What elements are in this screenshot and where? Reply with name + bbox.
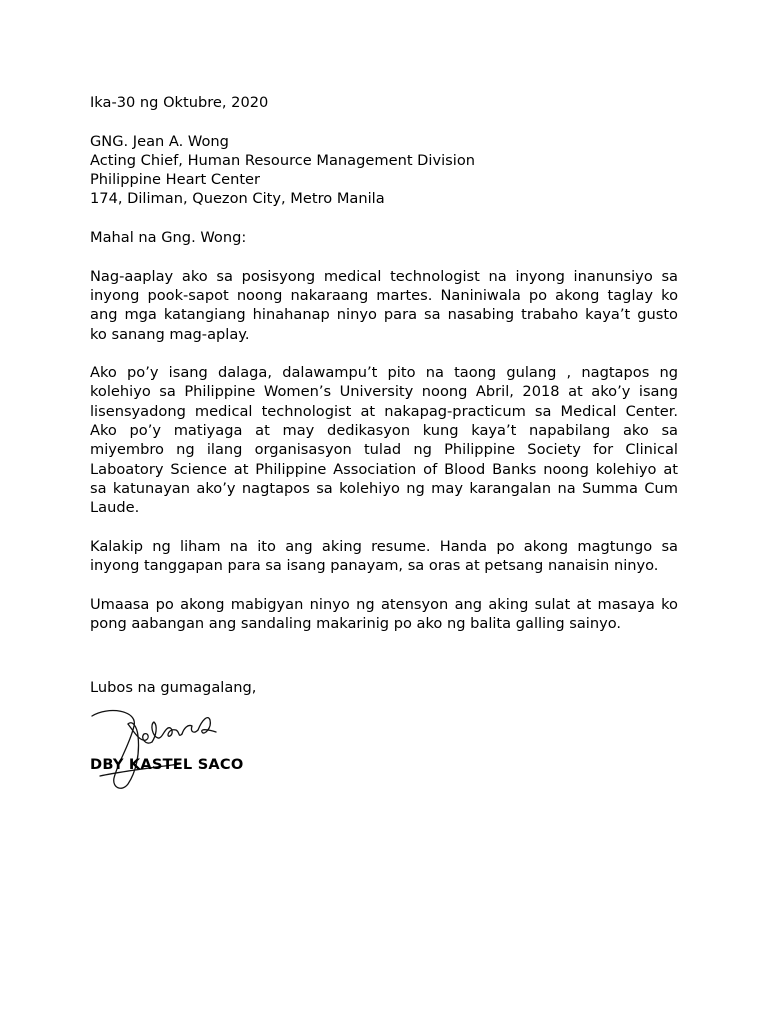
recipient-organization: Philippine Heart Center [90,171,261,189]
paragraph-line: Ako po’y matiyaga at may dedikasyon kung kaya’t napabilang ako sa [90,422,678,440]
salutation: Mahal na Gng. Wong: [90,229,247,247]
paragraph-line: Nag-aaplay ako sa posisyong medical technologist na inyong inanunsiyo sa [90,267,678,285]
paragraph-3 [90,537,678,576]
paragraph-line: sa katunayan ako’y nagtapos sa kolehiyo ng may karangalan na Summa Cum [90,479,678,497]
recipient-title: Acting Chief, Human Resource Management Division [90,151,475,169]
paragraph-line: inyong pook-sapot noong nakaraang martes. Naniniwala po akong taglay ko [90,286,678,304]
paragraph-1 [90,267,678,344]
paragraph-4 [90,595,678,634]
paragraph-line: lisensyadong medical technologist at nakapag-practicum sa Medical Center. [90,402,678,420]
paragraph-line: Umaasa po akong mabigyan ninyo ng atensyon ang aking sulat at masaya ko [90,595,678,613]
letter-date: Ika-30 ng Oktubre, 2020 [90,94,269,111]
recipient-name: GNG. Jean A. Wong [90,132,229,150]
recipient-block [90,132,678,209]
handwritten-signature [88,702,228,794]
paragraph-2 [90,363,678,517]
paragraph-line: ang mga katangiang hinahanap ninyo para sa nasabing trabaho kaya’t gusto [90,306,678,324]
paragraph-line: ko sanang mag-aplay. [90,325,250,343]
recipient-address: 174, Diliman, Quezon City, Metro Manila [90,190,385,208]
closing-phrase: Lubos na gumagalang, [90,679,257,696]
paragraph-line: miyembro ng ilang organisasyon tulad ng Philippine Society for Clinical [90,441,678,459]
paragraph-line: inyong tanggapan para sa isang panayam, sa oras at petsang nanaisin ninyo. [90,557,659,575]
signer-name: DBY KASTEL SACO [90,756,244,773]
letter-body [90,93,678,653]
paragraph-line: Laude. [90,499,140,517]
paragraph-line: Laboatory Science at Philippine Association of Blood Banks noong kolehiyo at [90,460,678,478]
paragraph-line: Kalakip ng liham na ito ang aking resume. Handa po akong magtungo sa [90,537,678,555]
paragraph-line: pong aabangan ang sandaling makarinig po ako ng balita galling sainyo. [90,615,622,633]
paragraph-line: kolehiyo sa Philippine Women’s University noong Abril, 2018 at ako’y isang [90,383,678,401]
paragraph-line: Ako po’y isang dalaga, dalawampu’t pito na taong gulang , nagtapos ng [90,364,678,382]
